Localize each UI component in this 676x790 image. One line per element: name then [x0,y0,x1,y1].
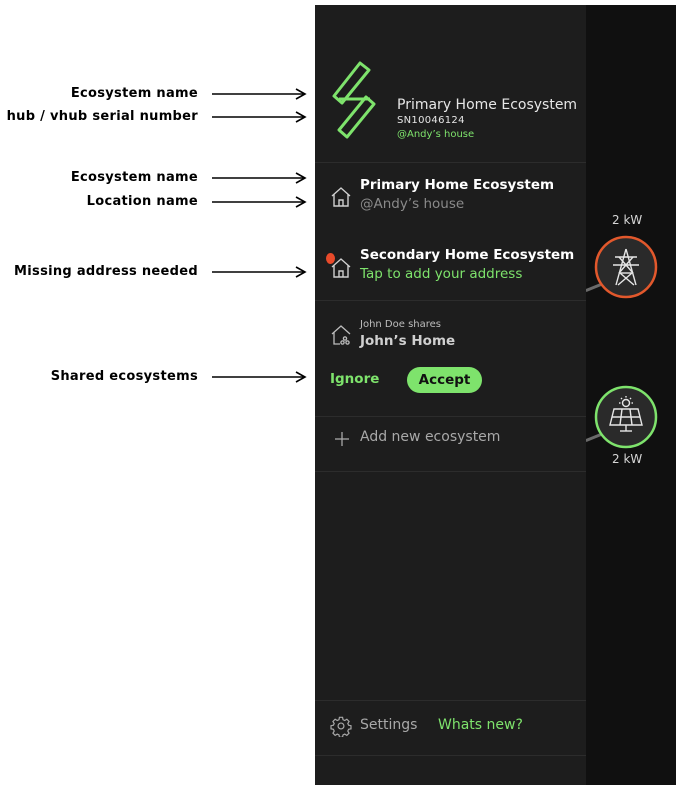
divider [315,300,586,301]
ignore-button[interactable]: Ignore [330,371,380,387]
shared-ecosystem-name: John’s Home [360,333,456,349]
brand-logo [330,59,378,141]
annotation-serial-number [0,107,310,127]
solar-power-readout: 2 kW [612,452,643,466]
header-ecosystem-name: Primary Home Ecosystem [397,97,578,113]
annotation-label: Ecosystem name [70,86,198,101]
whats-new-link[interactable]: Whats new? [438,717,523,733]
solar-panel-icon [594,385,658,449]
arrow-right-icon [212,111,308,123]
annotation-label: Missing address needed [14,264,198,279]
ecosystem-item-primary[interactable] [315,175,586,215]
ecosystem-name: Secondary Home Ecosystem [360,247,575,263]
add-new-label: Add new ecosystem [360,429,501,445]
shared-home-icon [329,323,353,347]
divider [315,755,586,756]
header-serial-number: SN10046124 [397,115,465,126]
ecosystem-drawer [315,5,586,785]
arrow-right-icon [212,371,308,383]
phone-screen [315,5,676,785]
annotation-shared-ecosystems [0,367,310,387]
home-icon [329,185,353,209]
home-icon [329,256,353,280]
annotation-label: Location name [86,194,198,209]
settings-link[interactable]: Settings [360,717,418,733]
add-new-ecosystem-button[interactable] [315,429,586,457]
grid-power-readout: 2 kW [612,213,643,227]
annotation-ecosystem-name-2 [0,168,310,188]
drawer-footer [315,713,586,741]
annotation-label: Shared ecosystems [50,369,198,384]
gear-icon[interactable] [330,715,352,737]
accept-button[interactable]: Accept [407,367,482,393]
ecosystem-location: @Andy’s house [360,196,465,212]
arrow-right-icon [212,172,308,184]
annotation-label: Ecosystem name [70,170,198,185]
plus-icon [334,431,350,447]
annotation-label: hub / vhub serial number [6,109,198,124]
annotation-missing-address [0,262,310,282]
ecosystem-item-secondary[interactable] [315,246,586,286]
arrow-right-icon [212,196,308,208]
shared-by-text: John Doe shares [360,319,442,330]
annotation-location-name [0,192,310,212]
divider [315,162,586,163]
solar-node[interactable] [594,385,658,449]
header-location: @Andy’s house [397,129,475,140]
transmission-tower-icon [594,235,658,299]
arrow-right-icon [212,266,308,278]
ecosystem-name: Primary Home Ecosystem [360,177,555,193]
annotation-ecosystem-name [0,84,310,104]
divider [315,700,586,701]
drawer-header [315,5,586,162]
divider [315,416,586,417]
divider [315,471,586,472]
grid-node[interactable] [594,235,658,299]
add-address-prompt[interactable]: Tap to add your address [360,266,523,282]
arrow-right-icon [212,88,308,100]
